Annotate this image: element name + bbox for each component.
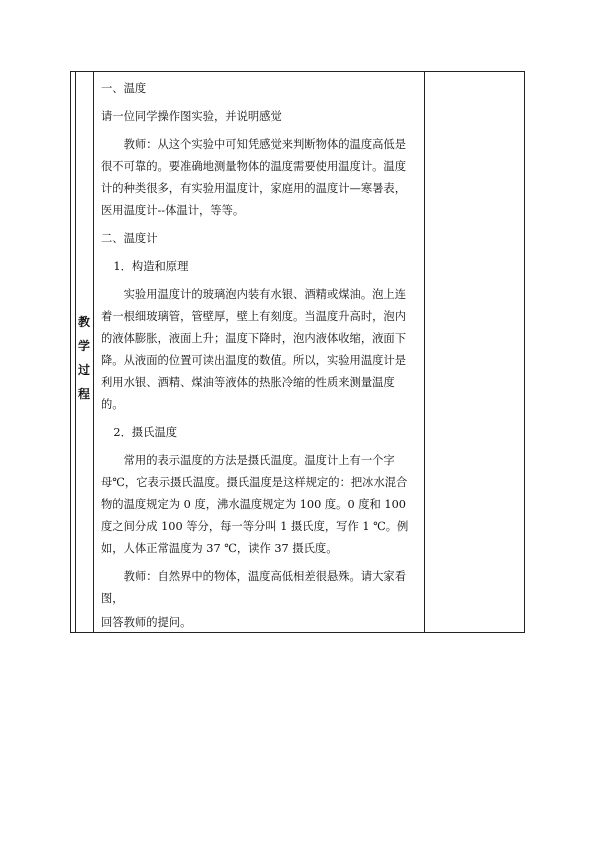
content-cell bbox=[101, 78, 417, 640]
column-divider bbox=[424, 72, 425, 632]
paragraph-answer: 回答教师的提问。 bbox=[101, 616, 192, 629]
label-char: 程 bbox=[77, 387, 90, 401]
paragraph-teacher-1: 教师：从这个实验中可知凭感觉来判断物体的温度高低是很不可靠的。要准确地测量物体的温度需要使用温度计。温度计的种类很多，有实验用温度计，家庭用的温度计—寒暑表，医用温度计--体温计，等等。 bbox=[101, 138, 407, 217]
label-char: 学 bbox=[77, 339, 90, 353]
label-char: 过 bbox=[77, 363, 90, 377]
label-char: 教 bbox=[77, 315, 90, 329]
column-divider bbox=[93, 72, 94, 632]
lesson-table bbox=[70, 71, 525, 633]
heading-thermometer: 二、温度计 bbox=[101, 232, 158, 245]
paragraph-celsius: 常用的表示温度的方法是摄氏温度。温度计上有一个字母℃，它表示摄氏温度。摄氏温度是这样规定的：把冰水混合物的温度规定为 0 度，沸水温度规定为 100 度。0 度和 100 度之间分成 100 等分，每一等分叫 1 摄氏度，写作 1 ℃。例如，人体正常温度为 37 ℃，读作 37 摄氏度。 bbox=[101, 454, 409, 555]
section-label-teaching-process bbox=[75, 310, 93, 406]
paragraph-teacher-2: 教师：自然界中的物体，温度高低相差很悬殊。请大家看图， bbox=[101, 570, 407, 605]
subheading-celsius: 2．摄氏温度 bbox=[113, 426, 178, 439]
paragraph-structure: 实验用温度计的玻璃泡内装有水银、酒精或煤油。泡上连着一根细玻璃管，管壁厚，壁上有刻度。当温度升高时，泡内的液体膨胀，液面上升；温度下降时，泡内液体收缩，液面下降。从液面的位置可读出温度的数值。所以，实验用温度计是利用水银、酒精、煤油等液体的热胀冷缩的性质来测量温度的。 bbox=[101, 288, 407, 411]
heading-temperature: 一、温度 bbox=[101, 82, 147, 95]
subheading-structure: 1．构造和原理 bbox=[113, 260, 189, 273]
paragraph-experiment: 请一位同学操作图实验，并说明感觉 bbox=[101, 110, 282, 123]
